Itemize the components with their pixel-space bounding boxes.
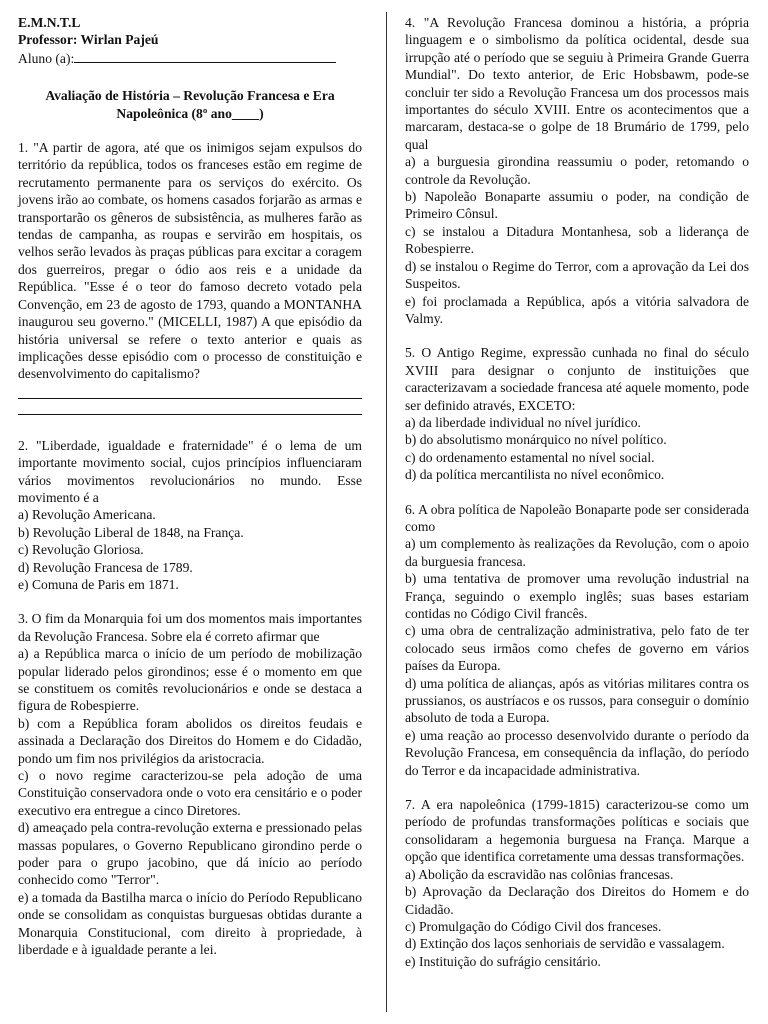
question-2-option-b: b) Revolução Liberal de 1848, na França.: [18, 524, 244, 540]
question-4-stem: 4. "A Revolução Francesa dominou a história, a própria linguagem e o simbolismo da política ocidental, desde sua irrupção até o período que se seguiu à Primeira Grande Guerra Mundial". Do texto anterior, de Eric Hobsbawm, pode-se concluir ter sido a Revolução Francesa um dos processos mais importantes do século XVIII. Entre os acontecimentos que a marcaram, destaca-se o golpe de 18 Brumário de 1799, pelo qual: [405, 15, 749, 152]
question-3-option-a: a) a República marca o início de um período de mobilização popular liderado pelos girondinos; esse é o momento em que se constituem os comitês revolucionários e onde se destaca a figura de Robespierre.: [18, 646, 362, 714]
aluno-label: Aluno (a):: [18, 50, 75, 66]
question-6-option-c: c) uma obra de centralização administrativa, pelo fato de ter colocado seus irmãos como chefes de governo em vários países da Europa.: [405, 623, 749, 674]
question-5-stem: 5. O Antigo Regime, expressão cunhada no final do século XVIII para designar o conjunto de instituições que caracterizavam a sociedade francesa até aquele momento, pode ser definido através, EXCETO:: [405, 345, 749, 413]
question-7-option-e: e) Instituição do sufrágio censitário.: [405, 953, 601, 969]
question-4-option-a: a) a burguesia girondina reassumiu o poder, retomando o controle da Revolução.: [405, 154, 749, 187]
exam-title: Avaliação de História – Revolução Francesa e Era Napoleônica (8º ano____): [45, 88, 335, 121]
left-column: [18, 14, 362, 959]
question-6-option-d: d) uma política de alianças, após as vitórias militares contra os prussianos, os austríacos e os russos, para conseguir o domínio absoluto de toda a Europa.: [405, 675, 749, 726]
question-3-option-e: e) a tomada da Bastilha marca o início do Período Republicano onde se consolidam as conquistas burguesas obtidas durante a Monarquia Constitucional, com direito à propriedade, à liberdade e à igualdade perante a lei.: [18, 889, 362, 958]
right-column: [405, 14, 749, 970]
question-7-stem: 7. A era napoleônica (1799-1815) caracterizou-se como um período de profundas transformações políticas e sociais que consolidaram a hegemonia burguesa na França. Marque a opção que identifica corretamente uma dessas transformações.: [405, 797, 749, 865]
question-6-option-b: b) uma tentativa de promover uma revolução industrial na França, seguindo o exemplo inglês; suas bases estariam contidas no Código Civil francês.: [405, 571, 749, 621]
question-3-stem: 3. O fim da Monarquia foi um dos momentos mais importantes da Revolução Francesa. Sobre ela é correto afirmar que: [18, 611, 362, 644]
question-5-option-c: c) do ordenamento estamental no nível social.: [405, 449, 655, 465]
question-2-option-a: a) Revolução Americana.: [18, 507, 156, 523]
question-5-option-d: d) da política mercantilista no nível econômico.: [405, 467, 665, 483]
question-7: [405, 796, 749, 970]
question-4-option-c: c) se instalou a Ditadura Montanhesa, sob a liderança de Robespierre.: [405, 223, 749, 257]
question-2-option-d: d) Revolução Francesa de 1789.: [18, 559, 193, 575]
question-3-option-b: b) com a República foram abolidos os direitos feudais e assinada a Declaração dos Direitos do Homem e do Cidadão, pondo um fim nos privilégios da aristocracia.: [18, 715, 362, 766]
school-name: E.M.N.T.L: [18, 15, 81, 30]
question-2: [18, 437, 362, 594]
student-name-blank: [74, 49, 336, 63]
question-4-option-b: b) Napoleão Bonaparte assumiu o poder, na condição de Primeiro Cônsul.: [405, 189, 749, 222]
question-7-option-a: a) Abolição da escravidão nas colônias francesas.: [405, 866, 674, 882]
question-3: [18, 610, 362, 958]
question-5-option-b: b) do absolutismo monárquico no nível político.: [405, 432, 667, 448]
question-2-option-e: e) Comuna de Paris em 1871.: [18, 576, 179, 592]
question-2-option-c: c) Revolução Gloriosa.: [18, 542, 144, 558]
question-2-stem: 2. "Liberdade, igualdade e fraternidade" é o lema de um importante movimento social, cujos princípios influenciaram vários movimentos revolucionários no mundo. Esse movimento é a: [18, 437, 362, 505]
question-6: [405, 501, 749, 780]
question-4: [405, 14, 749, 327]
question-1: [18, 139, 362, 415]
question-6-option-e: e) uma reação ao processo desenvolvido durante o período da Revolução Francesa, em consequência da inflação, do período do Terror e da incapacidade administrativa.: [405, 727, 749, 778]
question-7-option-d: d) Extinção dos laços senhoriais de servidão e vassalagem.: [405, 936, 725, 952]
question-3-option-c: c) o novo regime caracterizou-se pela adoção de uma Constituição conservadora onde o voto era censitário e o poder executivo era entregue a cinco Diretores.: [18, 768, 362, 818]
question-1-text: 1. "A partir de agora, até que os inimigos sejam expulsos do território da república, todos os franceses estão em regime de recrutamento permanente para os serviços do exército. Os jovens irão ao combate, os homens casados forjarão as armas e transportarão os gêneros de subsistência, as mulheres farão as tendas de campanha, as roupas e servirão em hospitais, os velhos serão levados às praças públicas para excitar a coragem dos guerreiros, pregar o ódio aos reis e a unidade da República. "Esse é o teor do famoso decreto votado pela Convenção, em 23 de agosto de 1793, quando a MONTANHA inaugurou seu governo." (MICELLI, 1987) A que episódio da história universal se refere o texto anterior e quais as implicações desse episódio com o processo de constituição e desenvolvimento do capitalismo?: [18, 140, 362, 382]
column-divider: [386, 12, 387, 1012]
question-7-option-c: c) Promulgação do Código Civil dos franceses.: [405, 918, 662, 934]
question-5: [405, 344, 749, 483]
question-7-option-b: b) Aprovação da Declaração dos Direitos do Homem e do Cidadão.: [405, 884, 749, 917]
professor-name: Professor: Wirlan Pajeú: [18, 32, 159, 48]
student-name-line: [18, 49, 362, 67]
question-4-option-d: d) se instalou o Regime do Terror, com a aprovação da Lei dos Suspeitos.: [405, 258, 749, 292]
answer-line-1: [18, 383, 362, 399]
question-6-stem: 6. A obra política de Napoleão Bonaparte pode ser considerada como: [405, 501, 749, 534]
question-4-option-e: e) foi proclamada a República, após a vitória salvadora de Valmy.: [405, 293, 749, 326]
question-3-option-d: d) ameaçado pela contra-revolução externa e pressionado pelas massas populares, o Governo Republicano girondino perde o poder para o grupo jacobino, que dá início ao período conhecido como "Terror".: [18, 820, 362, 888]
question-6-option-a: a) um complemento às realizações da Revolução, com o apoio da burguesia francesa.: [405, 536, 749, 569]
question-5-option-a: a) da liberdade individual no nível jurídico.: [405, 414, 641, 430]
answer-line-2: [18, 399, 362, 415]
